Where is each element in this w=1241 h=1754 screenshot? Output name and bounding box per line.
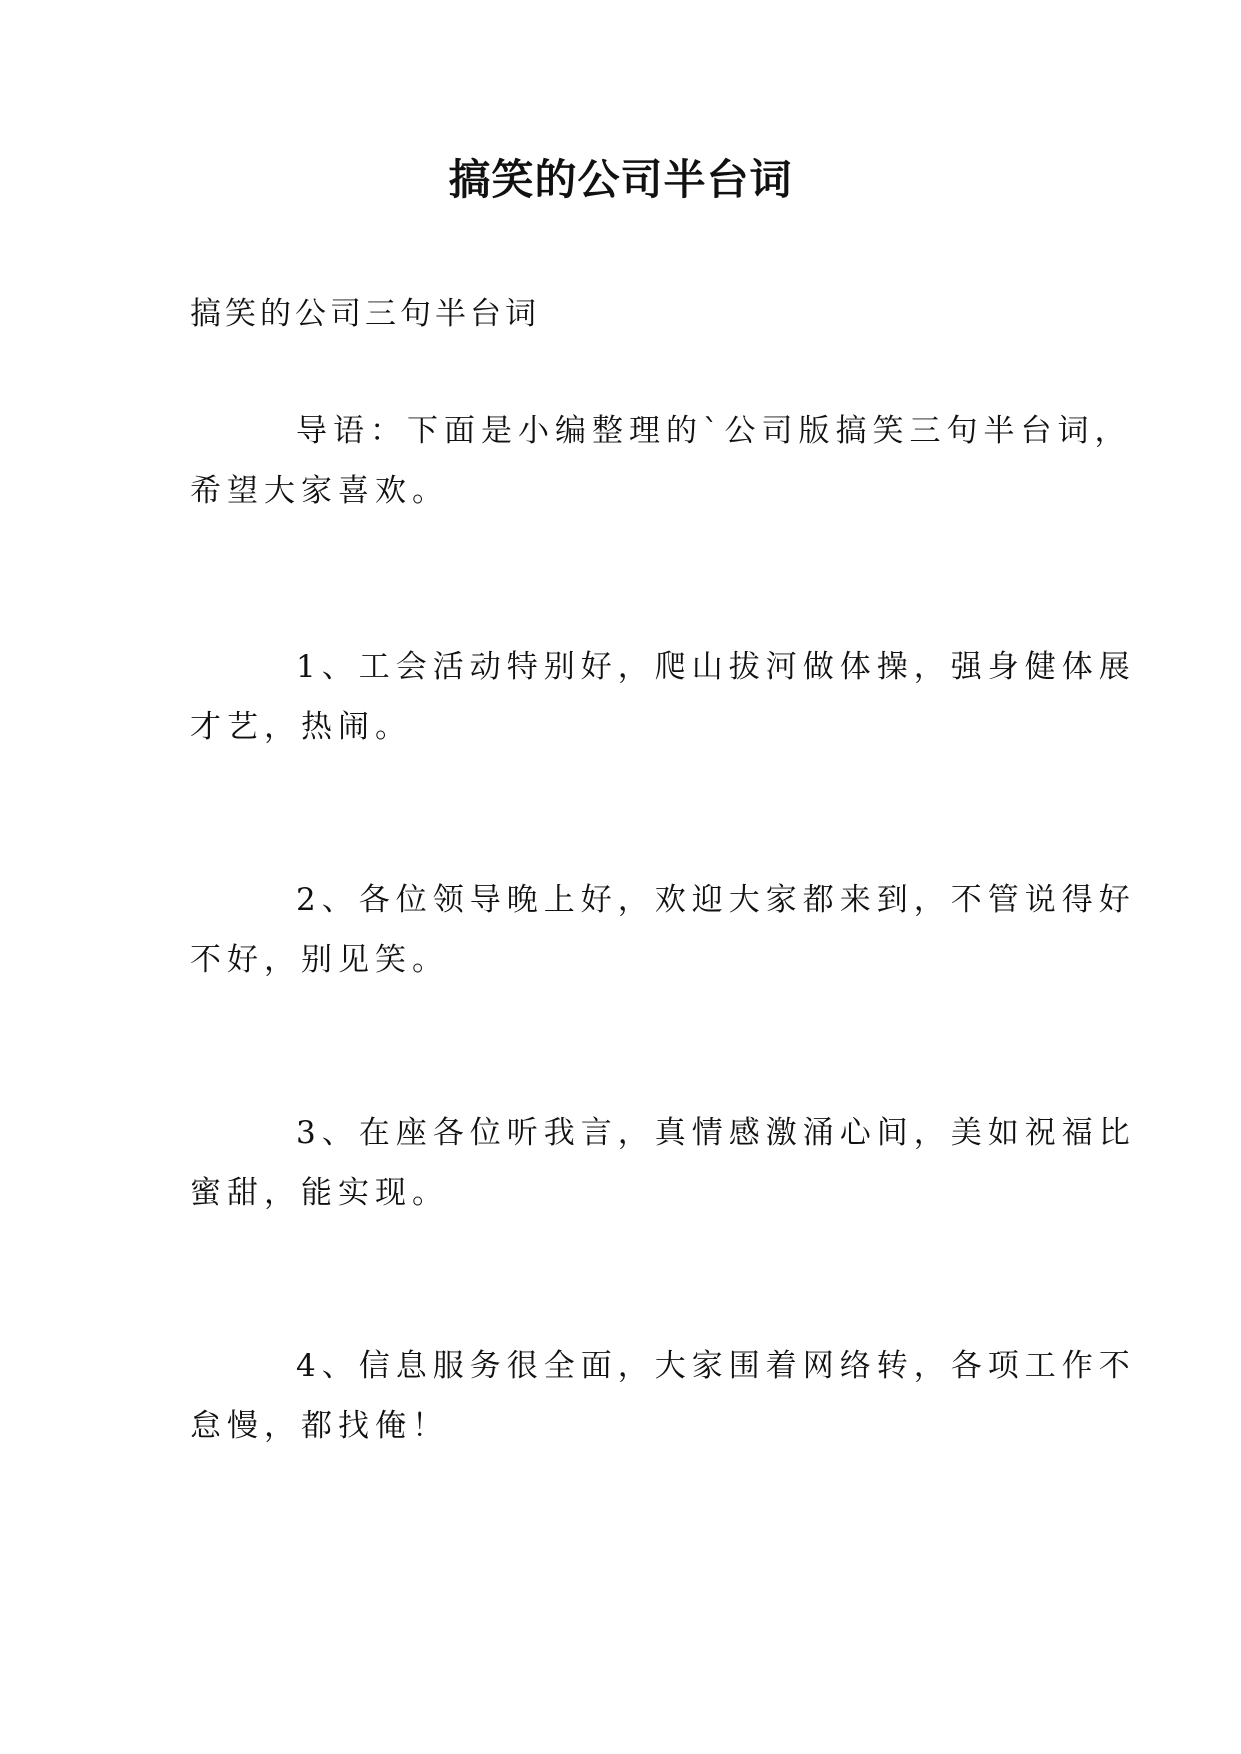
verse-3-line-2: 蜜甜，能实现。 — [190, 1175, 449, 1211]
verse-2-line-2: 不好，别见笑。 — [190, 942, 449, 978]
verse-paragraph-2 — [190, 870, 1136, 990]
intro-paragraph — [190, 401, 1132, 521]
intro-line-1: 导语：下面是小编整理的`公司版搞笑三句半台词， — [296, 413, 1132, 449]
verse-1-line-2: 才艺，热闹。 — [190, 709, 412, 745]
verse-paragraph-4 — [190, 1336, 1136, 1456]
document-title: 搞笑的公司半台词 — [448, 155, 793, 204]
verse-4-line-1: 4、信息服务很全面，大家围着网络转，各项工作不 — [296, 1348, 1136, 1384]
verse-4-line-2: 怠慢，都找俺！ — [190, 1408, 449, 1444]
verse-1-line-1: 1、工会活动特别好，爬山拔河做体操，强身健体展 — [296, 649, 1136, 685]
verse-paragraph-1 — [190, 637, 1136, 757]
verse-paragraph-3 — [190, 1103, 1136, 1223]
intro-line-2: 希望大家喜欢。 — [190, 473, 449, 509]
verse-2-line-1: 2、各位领导晚上好，欢迎大家都来到，不管说得好 — [296, 882, 1136, 918]
verse-3-line-1: 3、在座各位听我言，真情感激涌心间，美如祝福比 — [296, 1115, 1136, 1151]
document-subtitle: 搞笑的公司三句半台词 — [190, 296, 540, 332]
